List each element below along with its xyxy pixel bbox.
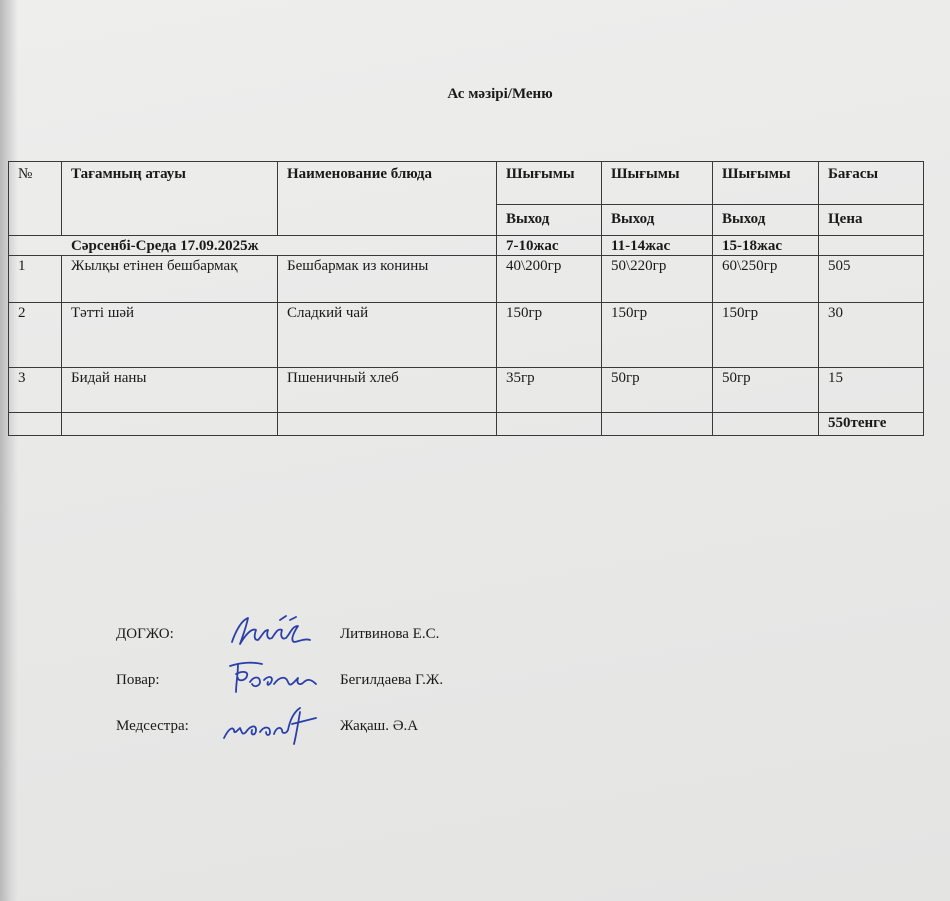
empty-cell <box>713 413 819 436</box>
header-number: № <box>9 162 62 236</box>
output-11-14: 50\220гр <box>602 256 713 303</box>
dish-name-kz: Бидай наны <box>62 368 278 413</box>
header-name-kz: Тағамның атауы <box>62 162 278 236</box>
header-price: Бағасы <box>819 162 924 205</box>
empty-cell <box>278 413 497 436</box>
dish-name-ru: Пшеничный хлеб <box>278 368 497 413</box>
row-number: 2 <box>9 303 62 368</box>
output-7-10: 150гр <box>497 303 602 368</box>
output-7-10: 35гр <box>497 368 602 413</box>
table-row <box>9 256 924 303</box>
output-7-10: 40\200гр <box>497 256 602 303</box>
table-row <box>9 368 924 413</box>
header-output-3: Шығымы <box>713 162 819 205</box>
row-number: 3 <box>9 368 62 413</box>
signature-row-nurse <box>116 718 616 764</box>
signature-name: Бегилдаева Г.Ж. <box>340 672 444 688</box>
header-name-ru: Наименование блюда <box>278 162 497 236</box>
table-row <box>9 303 924 368</box>
header-output-1: Шығымы <box>497 162 602 205</box>
signature-block <box>116 626 616 764</box>
total-price: 550тенге <box>819 413 924 436</box>
output-15-18: 150гр <box>713 303 819 368</box>
dish-name-kz: Тәтті шәй <box>62 303 278 368</box>
output-11-14: 150гр <box>602 303 713 368</box>
day-price-empty <box>819 236 924 256</box>
header-output-ru-1: Выход <box>497 205 602 236</box>
header-output-2: Шығымы <box>602 162 713 205</box>
day-row <box>9 236 924 256</box>
header-price-ru: Цена <box>819 205 924 236</box>
page-title: Ас мәзірі/Меню <box>447 86 553 102</box>
signature-row-director <box>116 626 616 672</box>
dish-name-kz: Жылқы етінен бешбармақ <box>62 256 278 303</box>
dish-price: 15 <box>819 368 924 413</box>
dish-price: 505 <box>819 256 924 303</box>
signature-role: Повар: <box>116 672 160 688</box>
output-15-18: 50гр <box>713 368 819 413</box>
total-row <box>9 413 924 436</box>
output-15-18: 60\250гр <box>713 256 819 303</box>
header-output-ru-2: Выход <box>602 205 713 236</box>
empty-cell <box>9 413 62 436</box>
empty-cell <box>602 413 713 436</box>
age-group-1: 7-10жас <box>497 236 602 256</box>
signature-row-cook <box>116 672 616 718</box>
handwritten-signature-nurse <box>216 704 326 748</box>
dish-name-ru: Сладкий чай <box>278 303 497 368</box>
empty-cell <box>497 413 602 436</box>
signature-role: ДОГЖО: <box>116 626 174 642</box>
empty-cell <box>62 413 278 436</box>
age-group-3: 15-18жас <box>713 236 819 256</box>
menu-table <box>8 161 924 436</box>
age-group-2: 11-14жас <box>602 236 713 256</box>
signature-role: Медсестра: <box>116 718 189 734</box>
handwritten-signature-director <box>224 612 324 652</box>
page-edge-shadow <box>0 0 18 901</box>
header-row <box>9 162 924 205</box>
signature-name: Жақаш. Ә.А <box>340 718 419 734</box>
header-output-ru-3: Выход <box>713 205 819 236</box>
dish-price: 30 <box>819 303 924 368</box>
handwritten-signature-cook <box>224 658 324 698</box>
signature-name: Литвинова Е.С. <box>340 626 440 642</box>
day-label: Сәрсенбі-Среда 17.09.2025ж <box>9 236 497 256</box>
row-number: 1 <box>9 256 62 303</box>
dish-name-ru: Бешбармак из конины <box>278 256 497 303</box>
output-11-14: 50гр <box>602 368 713 413</box>
